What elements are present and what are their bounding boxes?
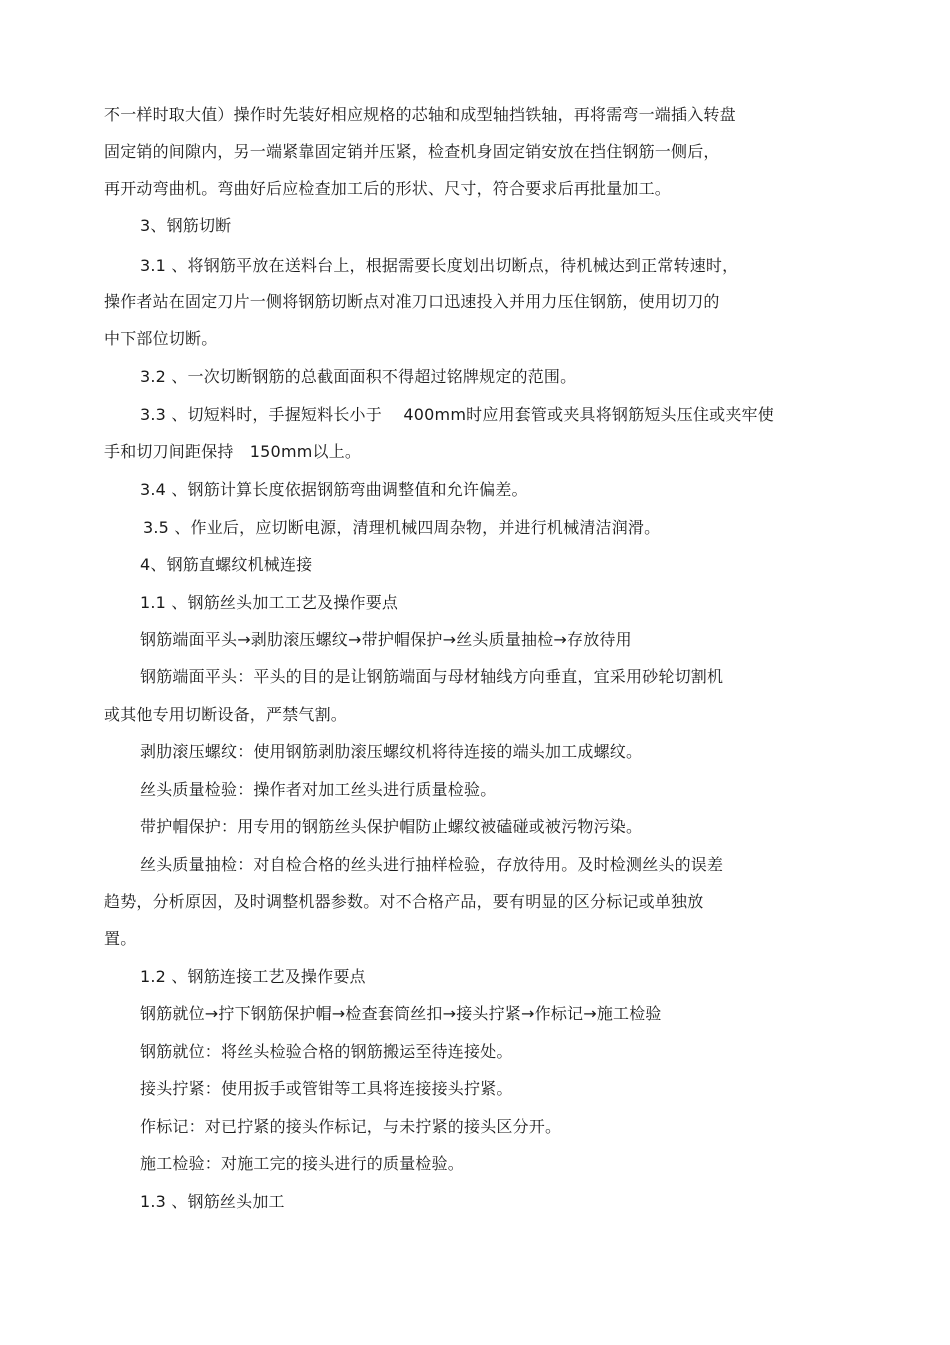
paragraph-line: 中下部位切断。 bbox=[104, 329, 218, 348]
paragraph-line: 置。 bbox=[104, 929, 137, 948]
paragraph-line: 剥肋滚压螺纹：使用钢筋剥肋滚压螺纹机将待连接的端头加工成螺纹。 bbox=[140, 742, 643, 761]
paragraph-line: 3.2 、一次切断钢筋的总截面面积不得超过铭牌规定的范围。 bbox=[140, 367, 577, 386]
paragraph-line: 带护帽保护：用专用的钢筋丝头保护帽防止螺纹被磕碰或被污物污染。 bbox=[140, 817, 643, 836]
paragraph-line: 不一样时取大值）操作时先装好相应规格的芯轴和成型轴挡铁轴，再将需弯一端插入转盘 bbox=[104, 105, 736, 124]
paragraph-line: 丝头质量检验：操作者对加工丝头进行质量检验。 bbox=[140, 780, 497, 799]
paragraph-line: 或其他专用切断设备，严禁气割。 bbox=[104, 705, 348, 724]
section-heading: 3、钢筋切断 bbox=[140, 216, 232, 235]
paragraph-line: 趋势，分析原因，及时调整机器参数。对不合格产品，要有明显的区分标记或单独放 bbox=[104, 892, 704, 911]
paragraph-line: 钢筋端面平头：平头的目的是让钢筋端面与母材轴线方向垂直，宜采用砂轮切割机 bbox=[140, 667, 724, 686]
paragraph-line: 3.1 、将钢筋平放在送料台上，根据需要长度划出切断点，待机械达到正常转速时， bbox=[140, 256, 739, 275]
paragraph-line: 3.3 、切短料时，手握短料长小于 400mm时应用套管或夹具将钢筋短头压住或夹牢使 bbox=[140, 405, 774, 424]
paragraph-line: 施工检验：对施工完的接头进行的质量检验。 bbox=[140, 1154, 465, 1173]
section-heading: 4、钢筋直螺纹机械连接 bbox=[140, 555, 313, 574]
paragraph-line: 3.4 、钢筋计算长度依据钢筋弯曲调整值和允许偏差。 bbox=[140, 480, 528, 499]
paragraph-line: 丝头质量抽检：对自检合格的丝头进行抽样检验，存放待用。及时检测丝头的误差 bbox=[140, 855, 724, 874]
paragraph-line: 接头拧紧：使用扳手或管钳等工具将连接接头拧紧。 bbox=[140, 1079, 513, 1098]
paragraph-line: 手和切刀间距保持 150mm以上。 bbox=[104, 442, 362, 461]
paragraph-line: 钢筋端面平头→剥肋滚压螺纹→带护帽保护→丝头质量抽检→存放待用 bbox=[140, 630, 632, 649]
paragraph-line: 钢筋就位→拧下钢筋保护帽→检查套筒丝扣→接头拧紧→作标记→施工检验 bbox=[140, 1004, 662, 1023]
paragraph-line: 操作者站在固定刀片一侧将钢筋切断点对准刀口迅速投入并用力压住钢筋，使用切刀的 bbox=[104, 292, 720, 311]
subsection-heading: 1.3 、钢筋丝头加工 bbox=[140, 1192, 285, 1211]
paragraph-line: 固定销的间隙内，另一端紧靠固定销并压紧，检查机身固定销安放在挡住钢筋一侧后， bbox=[104, 142, 720, 161]
subsection-heading: 1.1 、钢筋丝头加工工艺及操作要点 bbox=[140, 593, 399, 612]
paragraph-line: 作标记：对已拧紧的接头作标记，与未拧紧的接头区分开。 bbox=[140, 1117, 562, 1136]
paragraph-line: 再开动弯曲机。弯曲好后应检查加工后的形状、尺寸，符合要求后再批量加工。 bbox=[104, 179, 672, 198]
paragraph-line: 3.5 、作业后，应切断电源，清理机械四周杂物，并进行机械清洁润滑。 bbox=[143, 518, 661, 537]
subsection-heading: 1.2 、钢筋连接工艺及操作要点 bbox=[140, 967, 366, 986]
paragraph-line: 钢筋就位：将丝头检验合格的钢筋搬运至待连接处。 bbox=[140, 1042, 513, 1061]
